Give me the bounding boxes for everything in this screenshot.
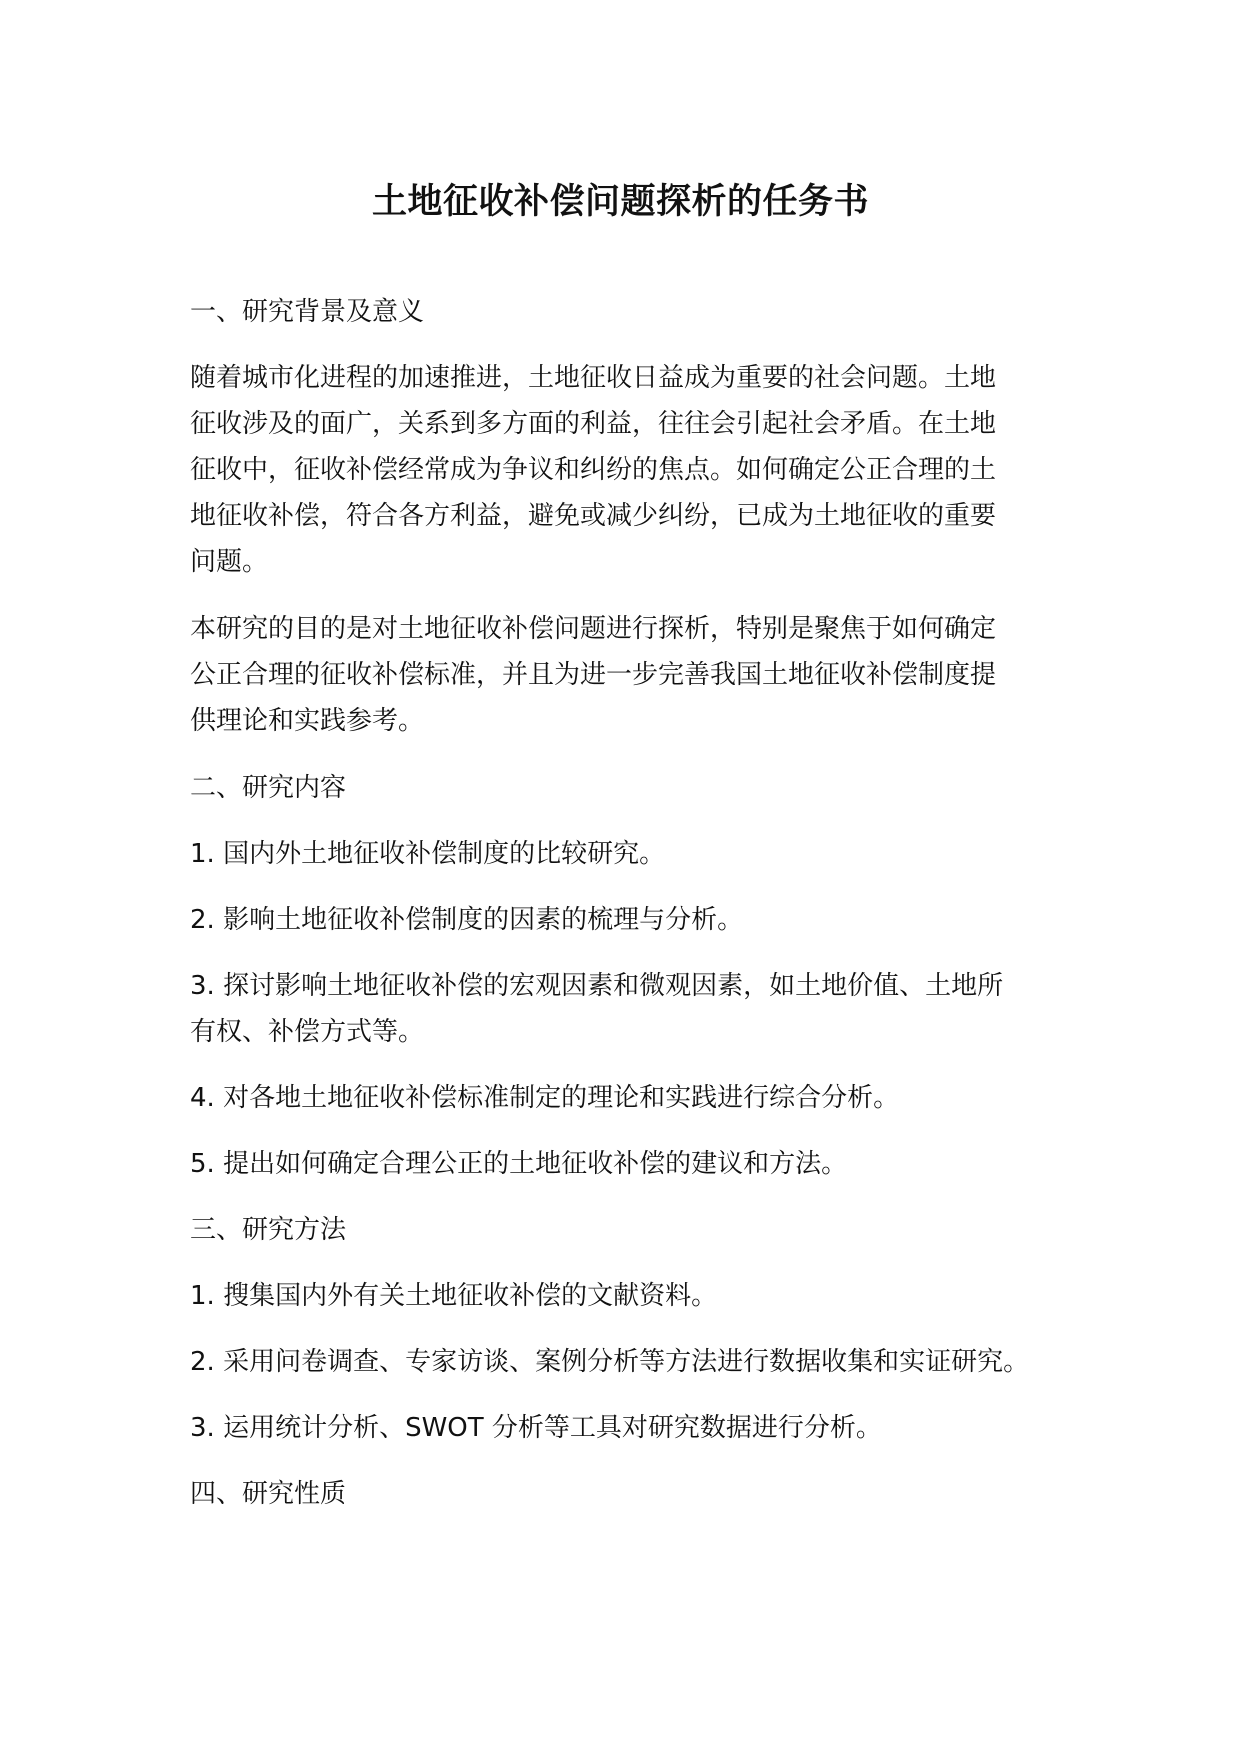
list-item-continuation: 有权、补偿方式等。: [190, 1017, 425, 1047]
paragraph-line: 本研究的目的是对土地征收补偿问题进行探析，特别是聚焦于如何确定: [190, 614, 997, 644]
paragraph-line: 随着城市化进程的加速推进，土地征收日益成为重要的社会问题。土地: [190, 363, 997, 393]
paragraph-line: 地征收补偿，符合各方利益，避免或减少纠纷，已成为土地征收的重要: [190, 501, 997, 531]
list-item: 2. 采用问卷调查、专家访谈、案例分析等方法进行数据收集和实证研究。: [190, 1347, 1030, 1377]
list-item: 1. 国内外土地征收补偿制度的比较研究。: [190, 839, 666, 869]
section-heading-background: 一、研究背景及意义: [190, 297, 425, 327]
list-item: 2. 影响土地征收补偿制度的因素的梳理与分析。: [190, 905, 744, 935]
document-title: 土地征收补偿问题探析的任务书: [371, 182, 869, 222]
section-heading-nature: 四、研究性质: [190, 1479, 347, 1509]
list-item: 4. 对各地土地征收补偿标准制定的理论和实践进行综合分析。: [190, 1083, 900, 1113]
list-item: 3. 探讨影响土地征收补偿的宏观因素和微观因素，如土地价值、土地所: [190, 971, 1004, 1001]
list-item: 1. 搜集国内外有关土地征收补偿的文献资料。: [190, 1281, 718, 1311]
list-item: 3. 运用统计分析、SWOT 分析等工具对研究数据进行分析。: [190, 1413, 882, 1443]
list-item: 5. 提出如何确定合理公正的土地征收补偿的建议和方法。: [190, 1149, 848, 1179]
paragraph-line: 供理论和实践参考。: [190, 706, 425, 736]
section-heading-content: 二、研究内容: [190, 773, 347, 803]
paragraph-line: 问题。: [190, 547, 269, 577]
paragraph-line: 征收涉及的面广，关系到多方面的利益，往往会引起社会矛盾。在土地: [190, 409, 997, 439]
paragraph-line: 征收中，征收补偿经常成为争议和纠纷的焦点。如何确定公正合理的土: [190, 455, 997, 485]
paragraph-line: 公正合理的征收补偿标准，并且为进一步完善我国土地征收补偿制度提: [190, 660, 997, 690]
section-heading-methods: 三、研究方法: [190, 1215, 347, 1245]
